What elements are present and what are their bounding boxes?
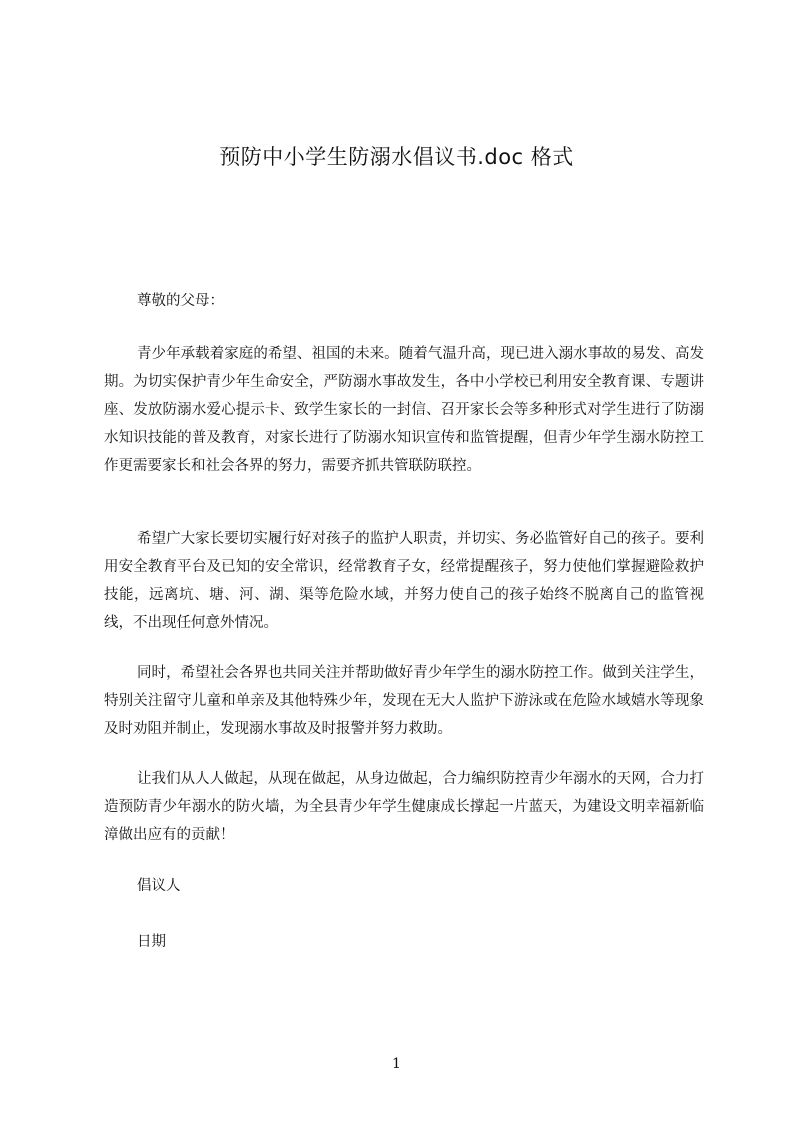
paragraph-1: 青少年承载着家庭的希望、祖国的未来。随着气温升高，现已进入溺水事故的易发、高发期。为切实保护青少年生命安全，严防溺水事故发生，各中小学校已利用安全教育课、专题讲座、发放防溺水爱心提示卡、致学生家长的一封信、召开家长会等多种形式对学生进行了防溺水知识技能的普及教育，对家长进行了防溺水知识宣传和监管提醒，但青少年学生溺水防控工作更需要家长和社会各界的努力，需要齐抓共管联防联控。 — [104, 346, 704, 474]
date-label: 日期 — [137, 934, 166, 950]
signer-label: 倡议人 — [137, 878, 181, 894]
document-title: 预防中小学生防溺水倡议书.doc 格式 — [219, 145, 574, 169]
paragraph-4: 让我们从人人做起，从现在做起，从身边做起，合力编织防控青少年溺水的天网，合力打造预防青少年溺水的防火墙，为全县青少年学生健康成长撑起一片蓝天，为建设文明幸福新临漳做出应有的贡献！ — [104, 771, 704, 843]
salutation: 尊敬的父母： — [137, 293, 224, 309]
paragraph-2: 希望广大家长要切实履行好对孩子的监护人职责，并切实、务必监管好自己的孩子。要利用安全教育平台及已知的安全常识，经常教育子女，经常提醒孩子，努力使他们掌握避险救护技能，远离坑、塘、河、湖、渠等危险水域，并努力使自己的孩子始终不脱离自己的监管视线，不出现任何意外情况。 — [104, 531, 704, 631]
page-number: 1 — [392, 1056, 401, 1072]
paragraph-3: 同时，希望社会各界也共同关注并帮助做好青少年学生的溺水防控工作。做到关注学生，特别关注留守儿童和单亲及其他特殊少年，发现在无大人监护下游泳或在危险水域嬉水等现象及时劝阻并制止，发现溺水事故及时报警并努力救助。 — [104, 665, 704, 737]
